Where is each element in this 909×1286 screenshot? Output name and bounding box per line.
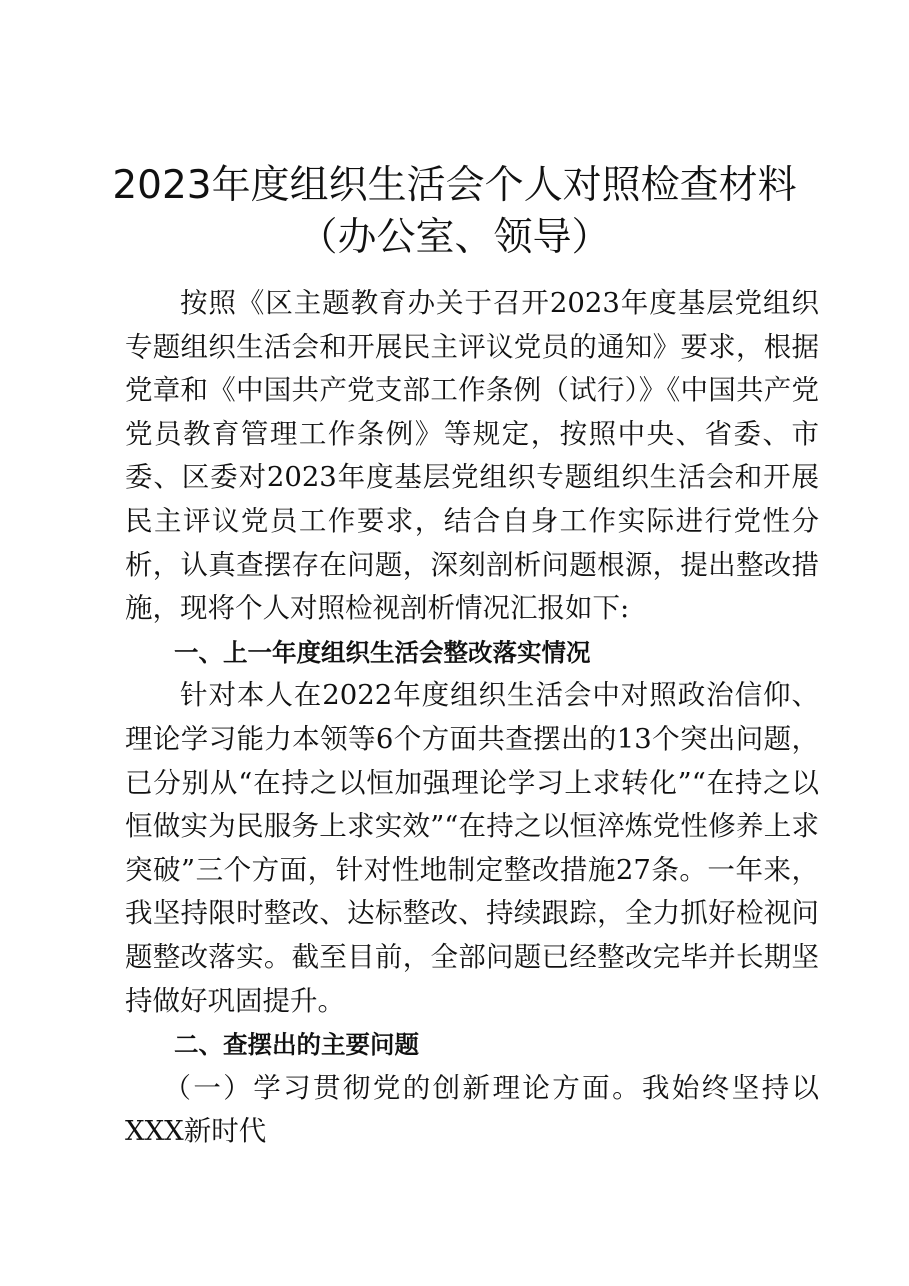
section-2-subsection-1: （一）学习贯彻党的创新理论方面。我始终坚持以XXX新时代 xyxy=(125,1071,819,1148)
intro-paragraph: 按照《区主题教育办关于召开2023年度基层党组织专题组织生活会和开展民主评议党员的通知》要求，根据党章和《中国共产党支部工作条例（试行）》《中国共产党党员教育管理工作条例》等规定，按照中央、省委、市委、区委对2023年度基层党组织专题组织生活会和开展民主评议党员工作要求，结合自身工作实际进行党性分析，认真查摆存在问题，深刻剖析问题根源，提出整改措施，现将个人对照检视剖析情况汇报如下: xyxy=(125,287,819,625)
section-heading-2: 二、查摆出的主要问题 xyxy=(174,1030,419,1060)
section-heading-1: 一、上一年度组织生活会整改落实情况 xyxy=(174,637,591,667)
document-title: 2023年度组织生活会个人对照检查材料（办公室、领导） xyxy=(112,163,797,260)
document-body xyxy=(125,282,819,1154)
section-1-paragraph: 针对本人在2022年度组织生活会中对照政治信仰、理论学习能力本领等6个方面共查摆出的13个突出问题，已分别从“在持之以恒加强理论学习上求转化”“在持之以恒做实为民服务上求实效”“在持之以恒淬炼党性修养上求突破”三个方面，针对性地制定整改措施27条。一年来，我坚持限时整改、达标整改、持续跟踪，全力抓好检视问题整改落实。截至目前，全部问题已经整改完毕并长期坚持做好巩固提升。 xyxy=(125,679,819,1017)
